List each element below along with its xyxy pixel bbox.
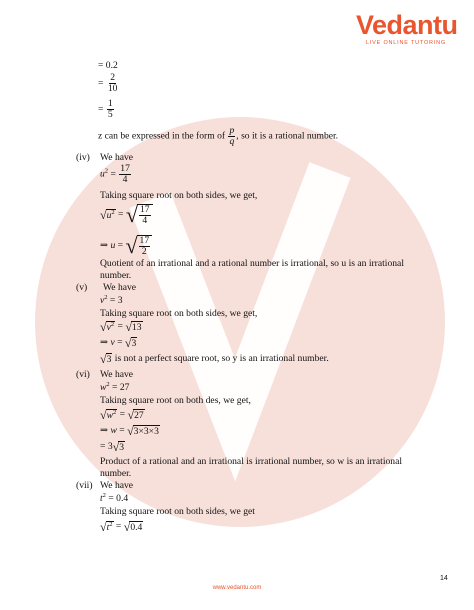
logo-tagline: LIVE ONLINE TUTORING [366,40,446,46]
part-v-sqrt-eq: √ $v^2$ = √ 13 [100,320,142,334]
part-vi-equation: $w^2 = 27$ [100,381,130,393]
part-iv-intro: We have [100,152,134,163]
vedantu-logo [350,8,460,48]
part-v-result: ⇒ v = √ 3 [100,336,137,350]
footer-website[interactable]: www.vedantu.com [212,585,262,591]
part-vi-index: (vi) [76,369,90,380]
part-iv-sqrt-eq: √ $u^2$ = √ $\frac{17}{4}$ [100,204,153,226]
part-vi-result: = 3 √ 3 [100,440,124,454]
part-vi-factored: ⇒ w = √ 3×3×3 [100,424,159,438]
part-vi-sqrt-eq: √ $w^2$ = √ 27 [100,408,144,422]
part-iv-equation: $u^2$ = $\frac{17}{4}$ [100,163,130,185]
part-vii-equation: $t^2 = 0.4$ [100,492,129,504]
part-vii-intro: We have [100,480,134,491]
part-v-conclusion: √ 3 is not a perfect square root, so y is an irrational number. [100,352,329,366]
part-iv-step: Taking square root on both sides, we get, [100,190,258,201]
part-vi-step: Taking square root on both des, we get, [100,395,251,406]
z-conclusion: z can be expressed in the form of $\frac{p}{q}$ , so it is a rational number. [98,125,339,147]
part-iv-index: (iv) [76,152,90,163]
logo-wordmark: Vedantu [356,10,458,40]
part-iv-conclusion-2: number. [100,270,132,281]
part-v-equation: $v^2 = 3$ [100,294,123,306]
part-vii-sqrt-eq: √ $t^2$ = √ 0.4 [100,520,143,534]
part-vi-conclusion-2: number. [100,468,132,479]
z-eq-2: = $\frac{2}{10}$ [98,72,118,94]
part-iv-result: ⇒ u = √ $\frac{17}{2}$ [100,235,152,257]
part-v-index: (v) [76,282,88,293]
part-v-intro: We have [103,282,137,293]
part-iv-conclusion-1: Quotient of an irrational and a rational number is irrational, so u is an irrational [100,258,404,269]
page-number: 14 [440,575,448,582]
part-vi-intro: We have [100,369,134,380]
part-vii-index: (vii) [76,480,93,491]
part-v-step: Taking square root on both sides, we get, [100,308,258,319]
part-vii-step: Taking square root on both sides, we get [100,506,255,517]
z-eq-3: = $\frac{1}{5}$ [98,98,113,120]
z-eq-1: = 0.2 [98,60,118,71]
part-vi-conclusion-1: Product of a rational and an irrational is irrational number, so w is an irrational [100,456,402,467]
